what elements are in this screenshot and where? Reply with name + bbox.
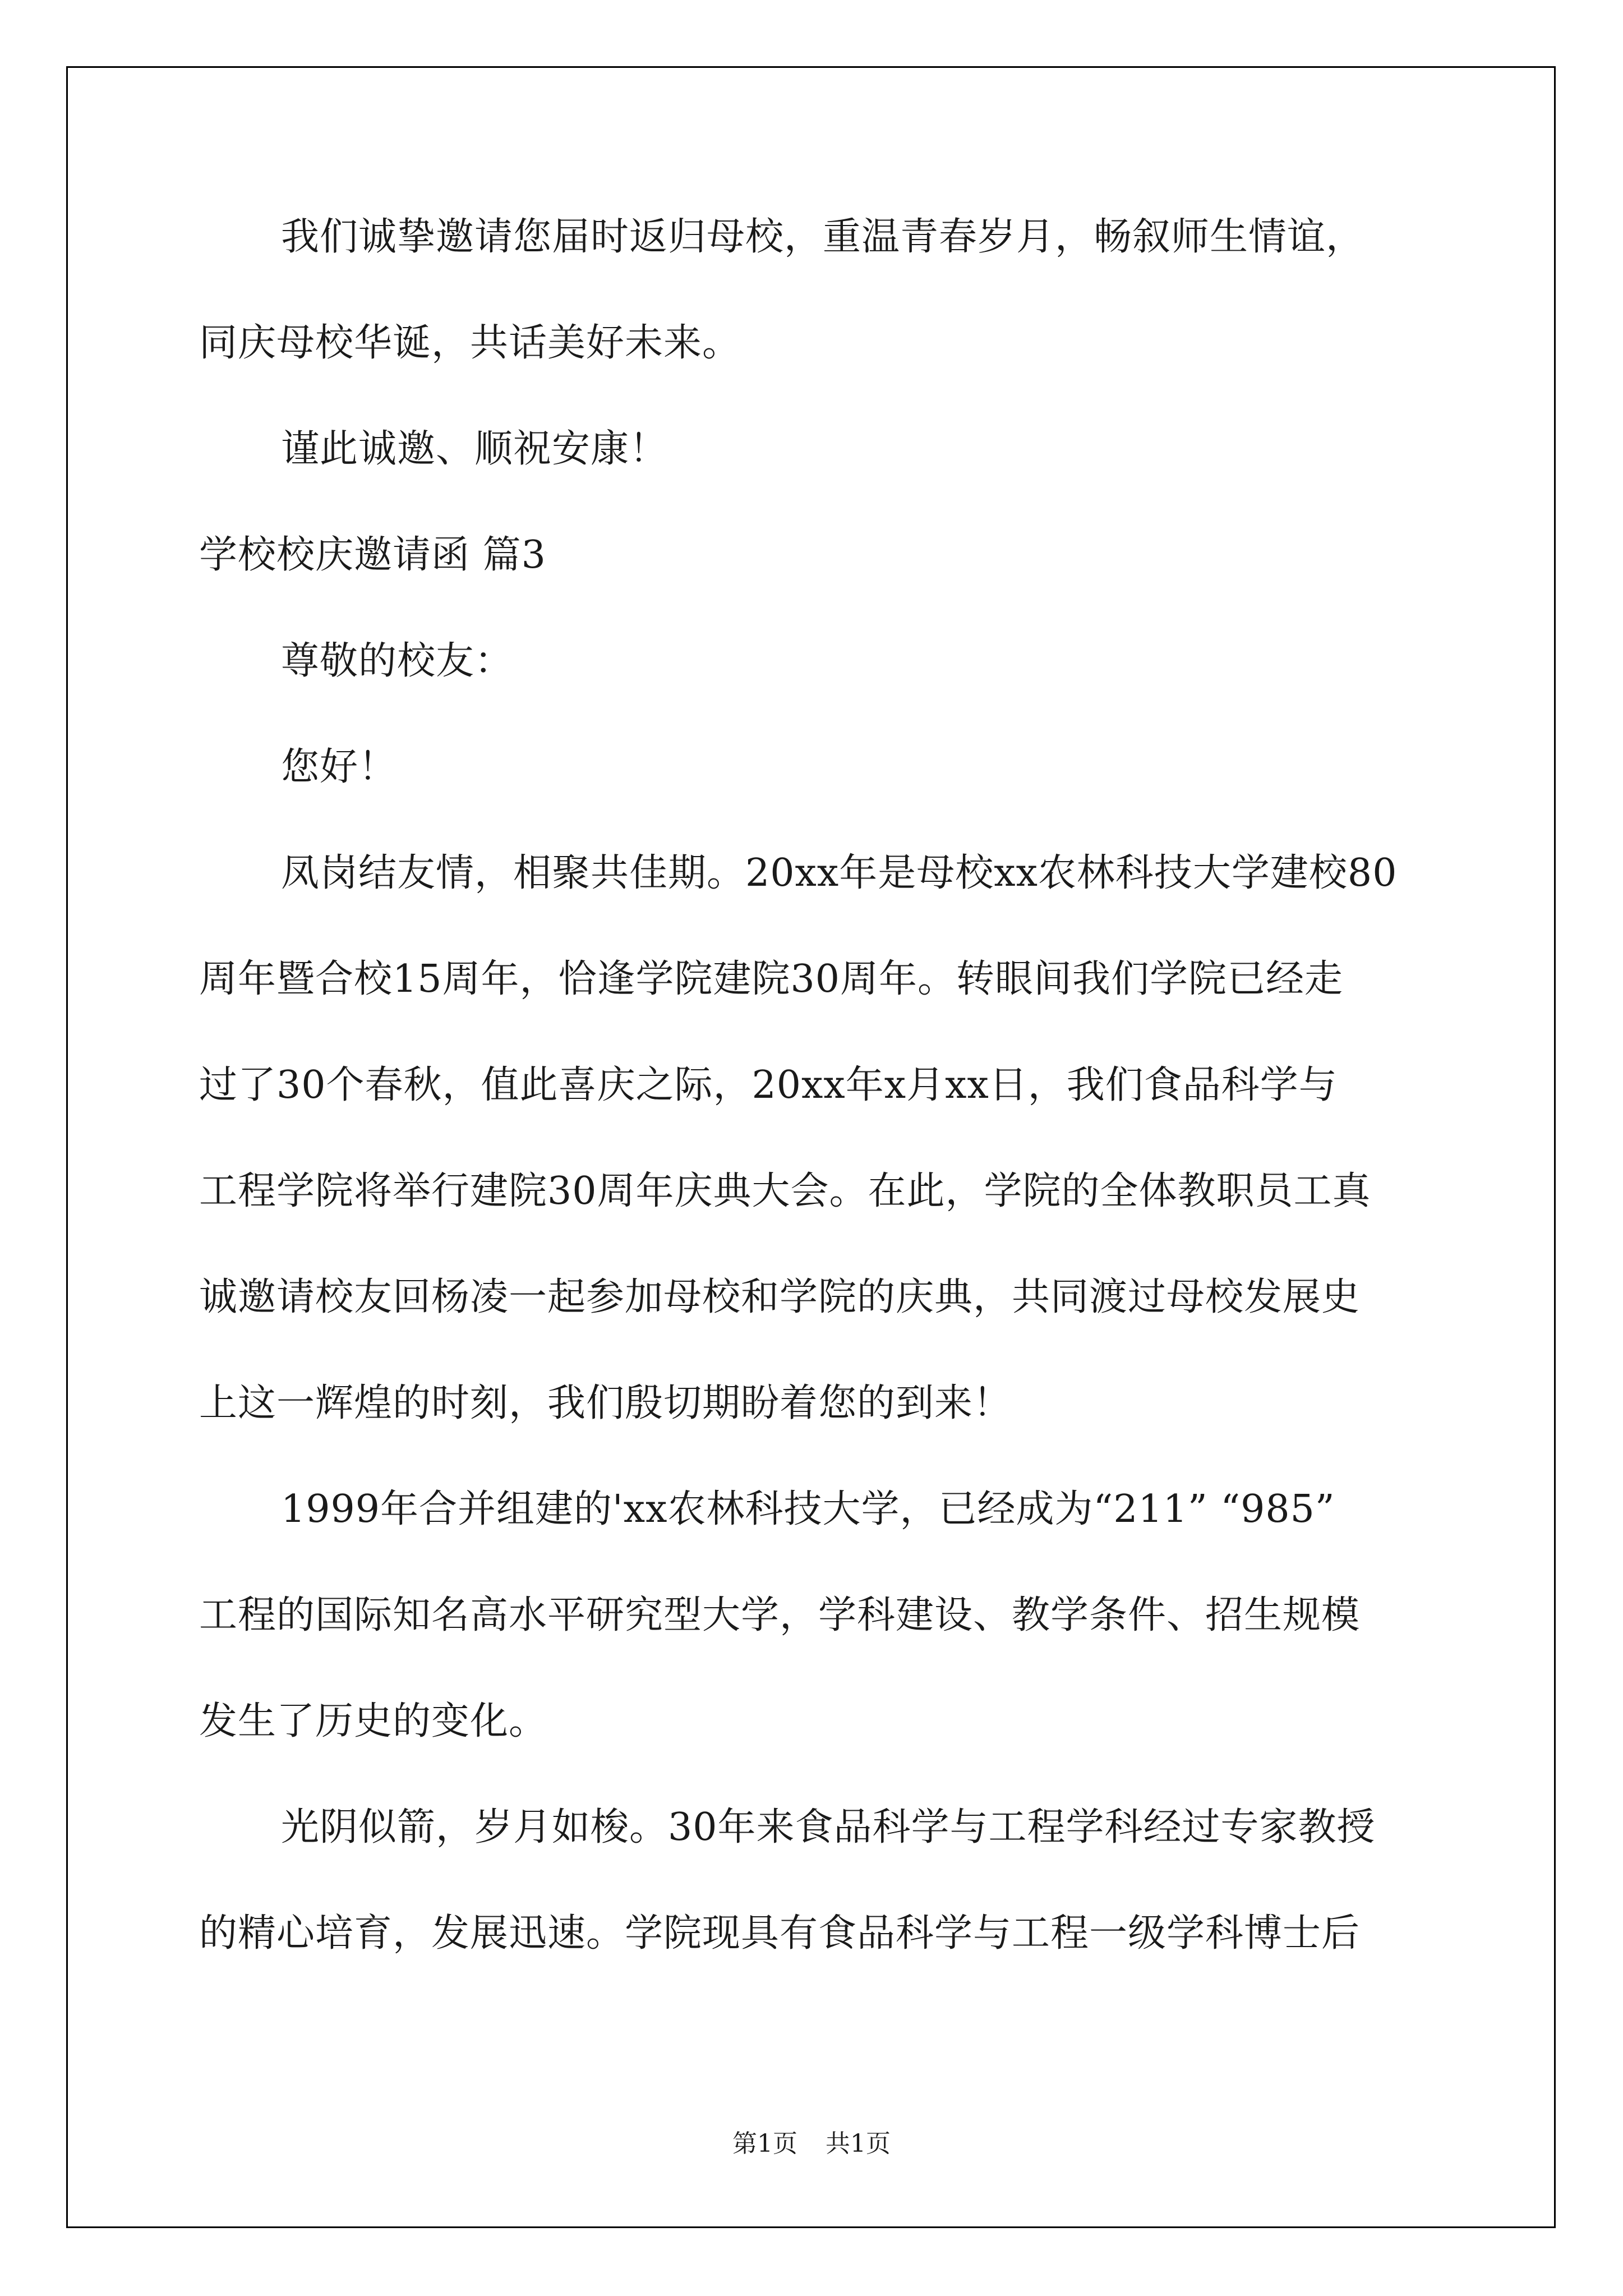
paragraph-line: 的精心培育，发展迅速。学院现具有食品科学与工程一级学科博士后 [199, 1911, 1361, 1955]
paragraph-line: 1999年合并组建的'xx农林科技大学，已经成为“211” “985” [281, 1487, 1335, 1531]
paragraph-line: 过了30个春秋，值此喜庆之际，20xx年x月xx日，我们食品科学与 [199, 1063, 1338, 1107]
document-body [199, 215, 1427, 2017]
paragraph-line: 工程学院将举行建院30周年庆典大会。在此，学院的全体教职员工真 [199, 1169, 1371, 1213]
page-number: 第1页 [732, 2129, 797, 2158]
paragraph-line: 凤岗结友情，相聚共佳期。20xx年是母校xx农林科技大学建校80 [281, 851, 1398, 895]
paragraph-line: 我们诚挚邀请您届时返归母校，重温青春岁月，畅叙师生情谊， [281, 215, 1365, 259]
paragraph-line: 工程的国际知名高水平研究型大学，学科建设、教学条件、招生规模 [199, 1593, 1361, 1637]
greeting: 您好！ [281, 745, 398, 789]
paragraph-line: 诚邀请校友回杨凌一起参加母校和学院的庆典，共同渡过母校发展史 [199, 1275, 1361, 1319]
paragraph-line: 光阴似箭，岁月如梭。30年来食品科学与工程学科经过专家教授 [281, 1805, 1376, 1849]
section-heading: 学校校庆邀请函 篇3 [199, 533, 546, 577]
paragraph-line: 同庆母校华诞，共话美好未来。 [199, 321, 741, 365]
salutation: 尊敬的校友： [281, 639, 514, 683]
paragraph-line: 上这一辉煌的时刻，我们殷切期盼着您的到来！ [199, 1381, 1012, 1425]
paragraph-line: 周年暨合校15周年，恰逢学院建院30周年。转眼间我们学院已经走 [199, 957, 1344, 1001]
page-footer [0, 2130, 1623, 2158]
paragraph-line: 谨此诚邀、顺祝安康！ [281, 427, 668, 471]
total-pages: 共1页 [826, 2129, 891, 2158]
paragraph-line: 发生了历史的变化。 [199, 1699, 548, 1743]
